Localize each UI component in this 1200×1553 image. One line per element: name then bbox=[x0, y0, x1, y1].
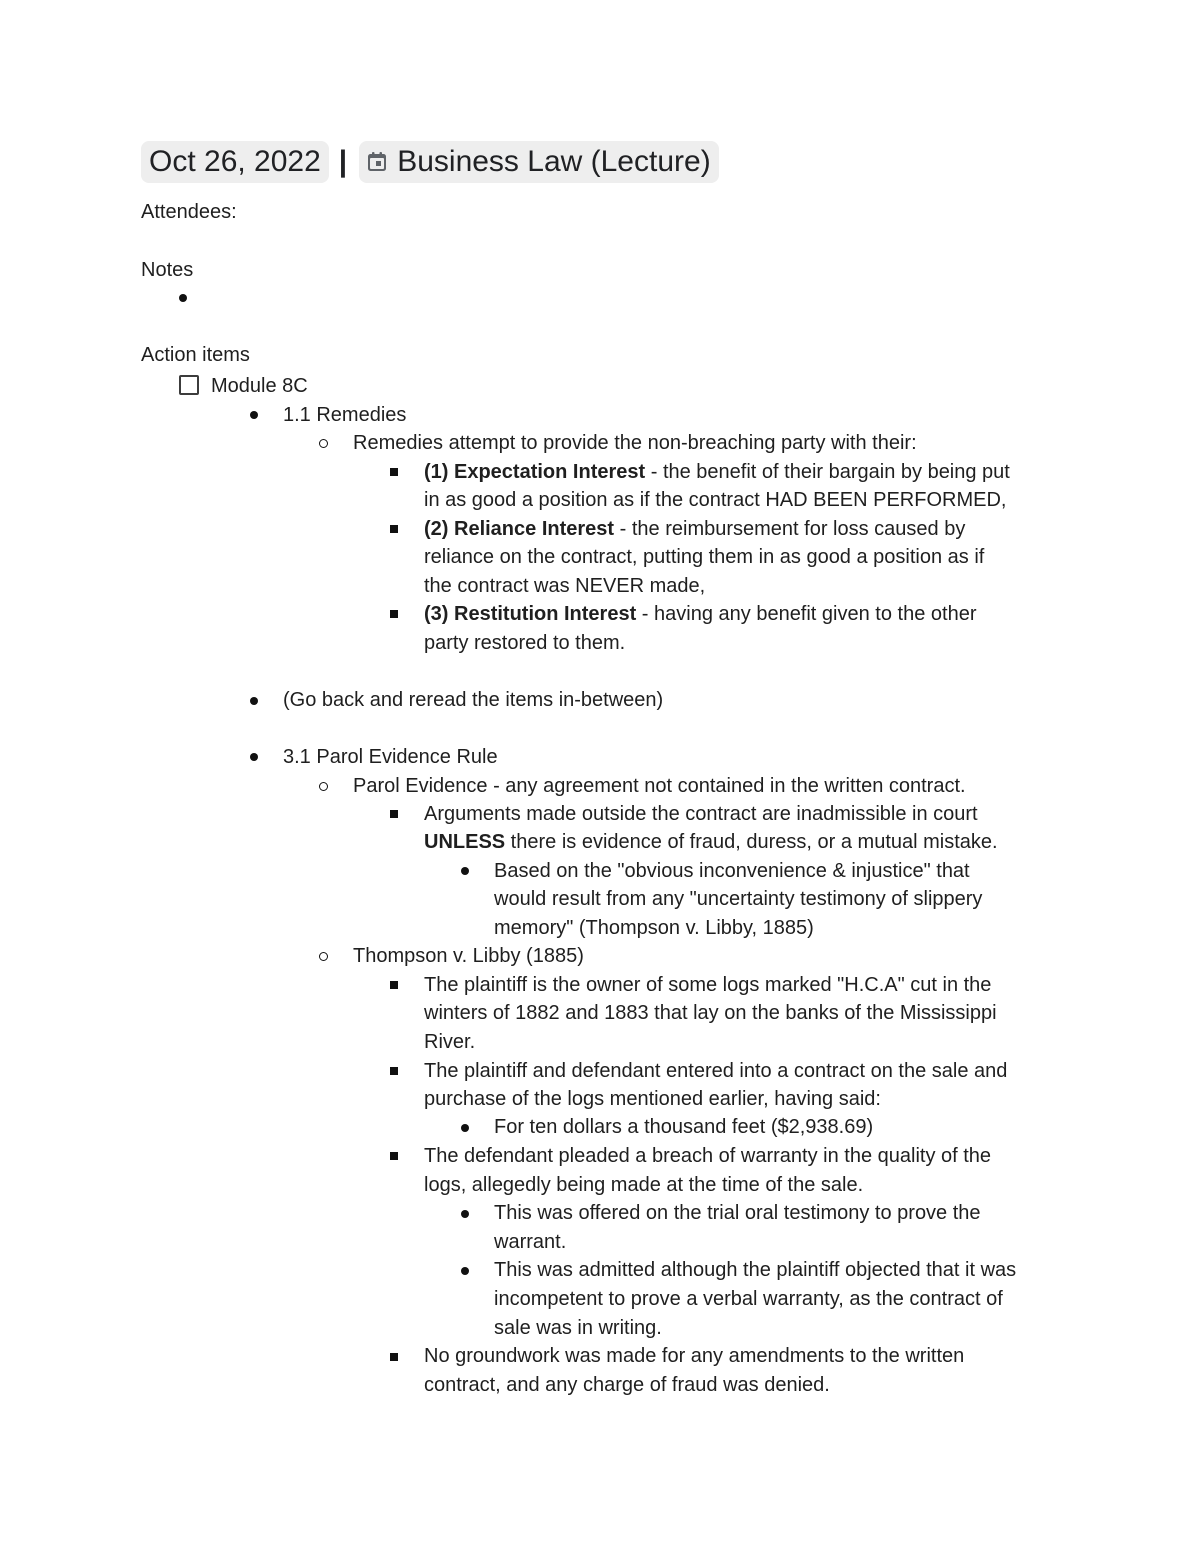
list-bullet bbox=[390, 525, 398, 533]
based-line1: Based on the "obvious inconvenience & injustice" that bbox=[494, 860, 970, 882]
module-checkbox[interactable] bbox=[179, 375, 199, 395]
expectation-interest-line2: in as good a position as if the contract HAD BEEN PERFORMED, bbox=[424, 489, 1007, 511]
list-bullet bbox=[390, 610, 398, 618]
thompson-p2-line1: The plaintiff and defendant entered into a contract on the sale and bbox=[424, 1060, 1008, 1082]
go-back-note: (Go back and reread the items in-between) bbox=[283, 689, 664, 711]
list-bullet bbox=[250, 411, 258, 419]
list-bullet bbox=[461, 1210, 469, 1218]
event-title: Business Law (Lecture) bbox=[397, 145, 711, 178]
notes-label: Notes bbox=[141, 259, 194, 281]
expectation-interest-line1 bbox=[424, 458, 1010, 487]
thompson-p3-sub1-line2: warrant. bbox=[494, 1231, 567, 1253]
thompson-p3-sub2-line1: This was admitted although the plaintiff objected that it was bbox=[494, 1259, 1017, 1281]
based-line3: memory" (Thompson v. Libby, 1885) bbox=[494, 917, 814, 939]
list-bullet bbox=[319, 952, 328, 961]
list-bullet bbox=[461, 1267, 469, 1275]
header-separator: | bbox=[338, 145, 348, 178]
parol-definition: Parol Evidence - any agreement not contained in the written contract. bbox=[353, 775, 966, 797]
restitution-interest-line1 bbox=[424, 600, 976, 629]
reliance-interest-text: - the reimbursement for loss caused by bbox=[614, 518, 966, 540]
thompson-p3-line1: The defendant pleaded a breach of warranty in the quality of the bbox=[424, 1145, 992, 1167]
thompson-p4-line2: contract, and any charge of fraud was denied. bbox=[424, 1374, 830, 1396]
attendees-label: Attendees: bbox=[141, 201, 237, 223]
based-line2: would result from any "uncertainty testimony of slippery bbox=[494, 888, 983, 910]
calendar-icon bbox=[367, 152, 387, 172]
thompson-title: Thompson v. Libby (1885) bbox=[353, 945, 584, 967]
thompson-p1-line1: The plaintiff is the owner of some logs marked "H.C.A" cut in the bbox=[424, 974, 992, 996]
thompson-p4-line1: No groundwork was made for any amendments to the written bbox=[424, 1345, 965, 1367]
thompson-p3-sub2-line3: sale was in writing. bbox=[494, 1317, 662, 1339]
remedies-title: 1.1 Remedies bbox=[283, 404, 407, 426]
thompson-p3-sub2-line2: incompetent to prove a verbal warranty, as the contract of bbox=[494, 1288, 1003, 1310]
checklist-item-label: Module 8C bbox=[211, 375, 308, 397]
arguments-line1: Arguments made outside the contract are inadmissible in court bbox=[424, 803, 978, 825]
expectation-interest-text: - the benefit of their bargain by being put bbox=[645, 461, 1010, 483]
remedies-intro: Remedies attempt to provide the non-breaching party with their: bbox=[353, 432, 917, 454]
thompson-p3-line2: logs, allegedly being made at the time of the sale. bbox=[424, 1174, 864, 1196]
unless-emphasis: UNLESS bbox=[424, 831, 506, 853]
date-chip[interactable] bbox=[141, 141, 329, 183]
list-bullet bbox=[250, 697, 258, 705]
list-bullet bbox=[390, 1067, 398, 1075]
thompson-p3-sub1-line1: This was offered on the trial oral testimony to prove the bbox=[494, 1202, 981, 1224]
event-chip[interactable] bbox=[359, 141, 718, 183]
restitution-interest-line2: party restored to them. bbox=[424, 632, 626, 654]
thompson-p2-sub: For ten dollars a thousand feet ($2,938.69) bbox=[494, 1116, 874, 1138]
thompson-p1-line2: winters of 1882 and 1883 that lay on the banks of the Mississippi bbox=[424, 1002, 997, 1024]
arguments-line2 bbox=[424, 828, 998, 857]
arguments-text: there is evidence of fraud, duress, or a mutual mistake. bbox=[505, 831, 998, 853]
list-bullet bbox=[319, 782, 328, 791]
list-bullet bbox=[461, 1124, 469, 1132]
reliance-interest-term: (2) Reliance Interest bbox=[424, 518, 615, 540]
parol-title: 3.1 Parol Evidence Rule bbox=[283, 746, 498, 768]
thompson-p2-line2: purchase of the logs mentioned earlier, having said: bbox=[424, 1088, 881, 1110]
reliance-interest-line2: reliance on the contract, putting them in as good a position as if bbox=[424, 546, 985, 568]
list-bullet bbox=[319, 439, 328, 448]
restitution-interest-text: - having any benefit given to the other bbox=[636, 603, 977, 625]
list-bullet bbox=[390, 1353, 398, 1361]
list-bullet bbox=[461, 867, 469, 875]
restitution-interest-term: (3) Restitution Interest bbox=[424, 603, 637, 625]
empty-note-bullet bbox=[179, 294, 187, 302]
thompson-p1-line3: River. bbox=[424, 1031, 476, 1053]
list-bullet bbox=[250, 753, 258, 761]
list-bullet bbox=[390, 468, 398, 476]
doc-header bbox=[141, 140, 719, 184]
list-bullet bbox=[390, 981, 398, 989]
reliance-interest-line3: the contract was NEVER made, bbox=[424, 575, 706, 597]
list-bullet bbox=[390, 810, 398, 818]
list-bullet bbox=[390, 1152, 398, 1160]
reliance-interest-line1 bbox=[424, 515, 965, 544]
action-items-label: Action items bbox=[141, 344, 250, 366]
expectation-interest-term: (1) Expectation Interest bbox=[424, 461, 646, 483]
date-text: Oct 26, 2022 bbox=[149, 145, 321, 178]
